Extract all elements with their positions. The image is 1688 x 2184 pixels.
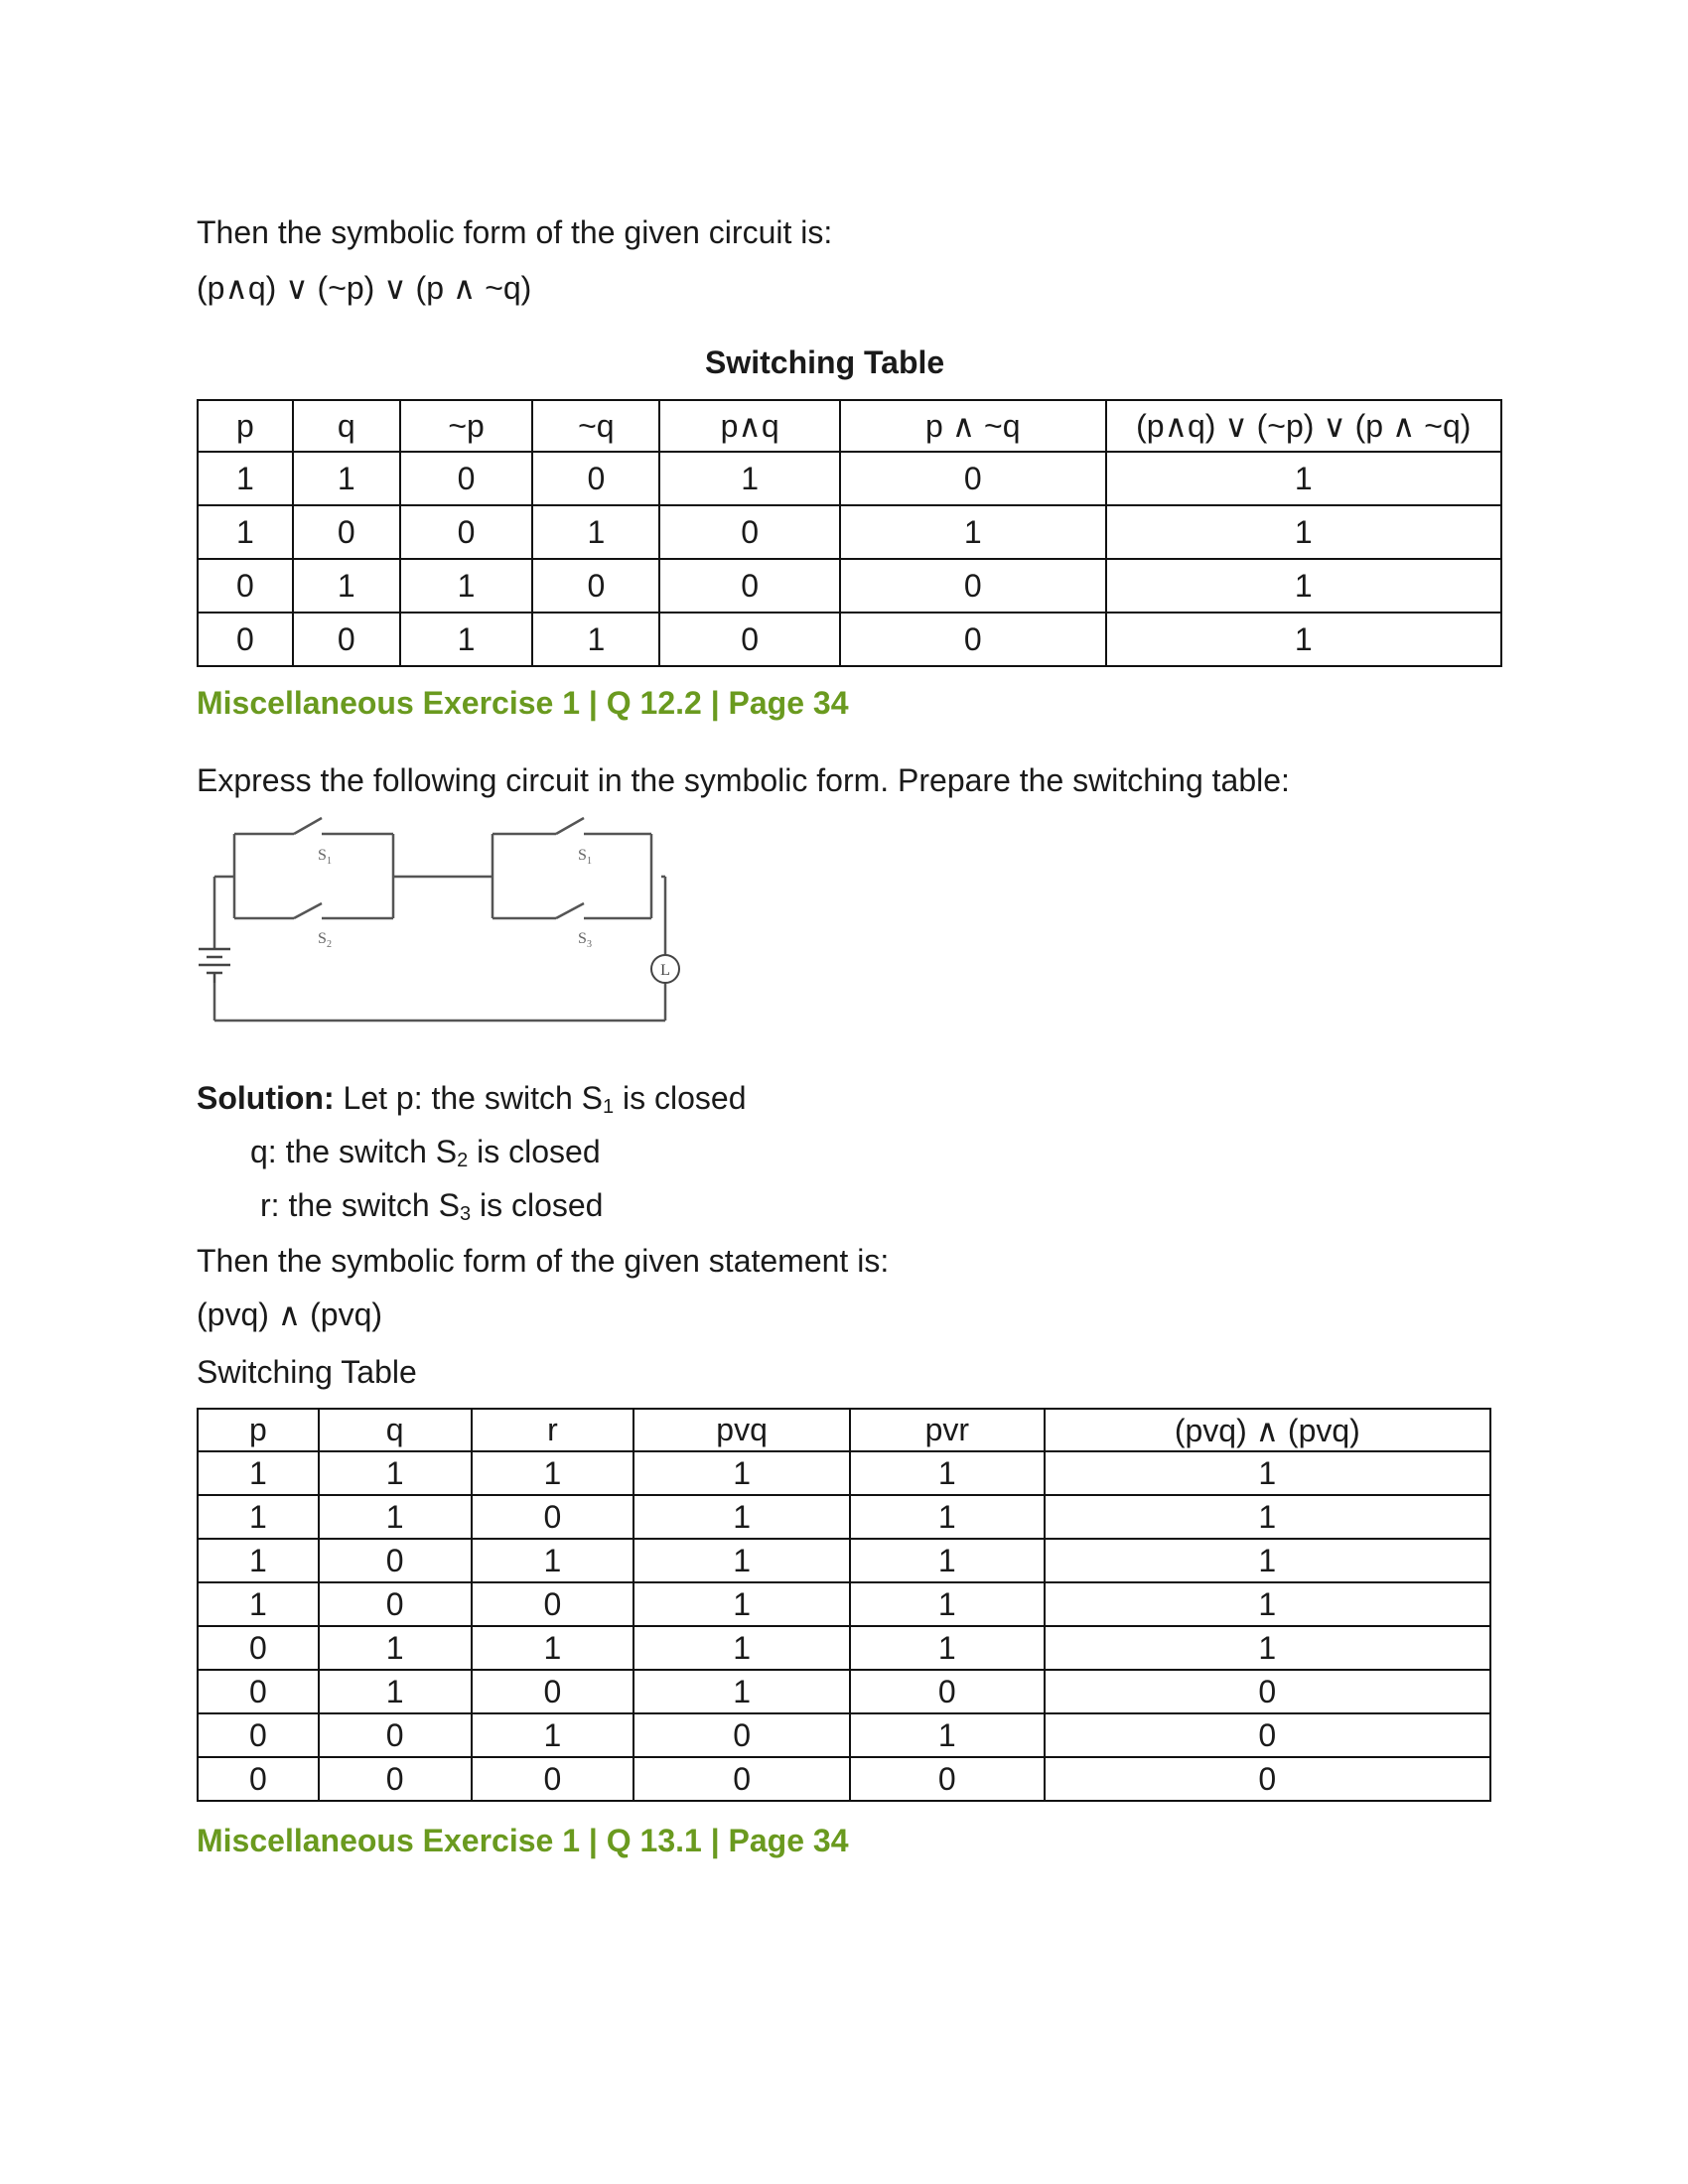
table-2-header-row xyxy=(198,1409,1490,1451)
table-cell: 0 xyxy=(850,1757,1045,1801)
circuit-diagram xyxy=(195,814,691,1032)
table-cell: 0 xyxy=(532,452,659,505)
table-cell: 1 xyxy=(319,1626,472,1670)
table-1-header: p ∧ ~q xyxy=(840,400,1106,452)
table-cell: 1 xyxy=(1106,559,1501,613)
table-cell: 1 xyxy=(633,1539,850,1582)
table-cell: 1 xyxy=(198,505,293,559)
table-cell: 1 xyxy=(633,1451,850,1495)
table-cell: 0 xyxy=(659,559,840,613)
table-cell: 1 xyxy=(850,1495,1045,1539)
table-row xyxy=(198,1539,1490,1582)
table-2-header: pvq xyxy=(633,1409,850,1451)
table-cell: 0 xyxy=(198,559,293,613)
switching-table-2 xyxy=(197,1408,1491,1802)
table-2-caption: Switching Table xyxy=(197,1354,417,1390)
symbolic-form-1: (p∧q) ∨ (~p) ∨ (p ∧ ~q) xyxy=(197,270,532,306)
table-cell: 0 xyxy=(1045,1713,1490,1757)
table-cell: 0 xyxy=(198,1626,319,1670)
table-cell: 0 xyxy=(840,559,1106,613)
solution-line-3: r: the switch $S_3$ is closed xyxy=(260,1187,604,1225)
table-1-header: (p∧q) ∨ (~p) ∨ (p ∧ ~q) xyxy=(1106,400,1501,452)
table-cell: 1 xyxy=(319,1451,472,1495)
table-cell: 1 xyxy=(850,1451,1045,1495)
table-row xyxy=(198,1495,1490,1539)
switching-table-1 xyxy=(197,399,1502,667)
switch-labels xyxy=(318,847,592,950)
switch-label-sub: 2 xyxy=(327,939,332,950)
intro-line-1: Then the symbolic form of the given circuit is: xyxy=(197,214,833,250)
table-1-header: p∧q xyxy=(659,400,840,452)
table-2-header: q xyxy=(319,1409,472,1451)
table-1-header-row xyxy=(198,400,1501,452)
table-cell: 1 xyxy=(198,1582,319,1626)
table-cell: 1 xyxy=(840,505,1106,559)
table-cell: 1 xyxy=(1045,1582,1490,1626)
table-cell: 1 xyxy=(198,1451,319,1495)
table-cell: 1 xyxy=(1045,1495,1490,1539)
switch-label: S xyxy=(318,930,327,947)
switch-label: S xyxy=(318,847,327,864)
table-cell: 1 xyxy=(850,1626,1045,1670)
table-cell: 0 xyxy=(633,1713,850,1757)
table-cell: 1 xyxy=(850,1539,1045,1582)
table-cell: 0 xyxy=(840,613,1106,666)
table-1-header: p xyxy=(198,400,293,452)
table-cell: 1 xyxy=(1045,1451,1490,1495)
table-row xyxy=(198,1451,1490,1495)
exercise-heading-2: Miscellaneous Exercise 1 | Q 13.1 | Page 34 xyxy=(197,1823,849,1858)
table-cell: 0 xyxy=(633,1757,850,1801)
table-cell: 1 xyxy=(532,613,659,666)
table-cell: 1 xyxy=(400,613,533,666)
table-cell: 1 xyxy=(293,559,400,613)
table-cell: 0 xyxy=(198,613,293,666)
table-cell: 0 xyxy=(198,1757,319,1801)
table-cell: 1 xyxy=(633,1495,850,1539)
table-cell: 1 xyxy=(198,1495,319,1539)
table-cell: 1 xyxy=(319,1495,472,1539)
table-cell: 0 xyxy=(319,1757,472,1801)
lamp-label: L xyxy=(660,962,670,979)
table-cell: 1 xyxy=(633,1582,850,1626)
switch-label-sub: 3 xyxy=(587,939,592,950)
table-cell: 0 xyxy=(1045,1670,1490,1713)
switch-label: S xyxy=(578,847,587,864)
table-cell: 1 xyxy=(293,452,400,505)
table-row xyxy=(198,1713,1490,1757)
table-row xyxy=(198,1582,1490,1626)
table-row xyxy=(198,1757,1490,1801)
table-cell: 1 xyxy=(1106,613,1501,666)
question-text: Express the following circuit in the symbolic form. Prepare the switching table: xyxy=(197,762,1290,798)
table-cell: 0 xyxy=(472,1670,634,1713)
table-cell: 1 xyxy=(850,1582,1045,1626)
table-cell: 0 xyxy=(840,452,1106,505)
table-cell: 0 xyxy=(659,613,840,666)
table-cell: 1 xyxy=(659,452,840,505)
table-1-header: ~p xyxy=(400,400,533,452)
table-cell: 1 xyxy=(472,1539,634,1582)
table-cell: 1 xyxy=(198,1539,319,1582)
table-row xyxy=(198,613,1501,666)
table-cell: 0 xyxy=(293,505,400,559)
table-row xyxy=(198,452,1501,505)
table-cell: 0 xyxy=(400,452,533,505)
table-cell: 1 xyxy=(1045,1626,1490,1670)
table-row xyxy=(198,1670,1490,1713)
table-cell: 1 xyxy=(319,1670,472,1713)
table-1-header: ~q xyxy=(532,400,659,452)
table-1-caption: Switching Table xyxy=(705,344,945,380)
battery-icon xyxy=(199,949,230,983)
table-cell: 1 xyxy=(472,1626,634,1670)
table-cell: 1 xyxy=(1106,505,1501,559)
table-cell: 0 xyxy=(850,1670,1045,1713)
table-cell: 0 xyxy=(319,1582,472,1626)
table-cell: 0 xyxy=(532,559,659,613)
table-cell: 1 xyxy=(633,1670,850,1713)
table-2-header: (pvq) ∧ (pvq) xyxy=(1045,1409,1490,1451)
solution-line-1: Solution: Let p: the switch $S_1$ is closed xyxy=(197,1080,747,1118)
table-cell: 1 xyxy=(850,1713,1045,1757)
table-cell: 0 xyxy=(472,1757,634,1801)
table-cell: 1 xyxy=(472,1451,634,1495)
table-cell: 1 xyxy=(1045,1539,1490,1582)
circuit-wires xyxy=(214,818,665,1021)
table-cell: 0 xyxy=(319,1713,472,1757)
table-cell: 1 xyxy=(198,452,293,505)
switch-label-sub: 1 xyxy=(587,856,592,867)
table-cell: 0 xyxy=(400,505,533,559)
table-cell: 1 xyxy=(532,505,659,559)
symbolic-form-2: (pvq) ∧ (pvq) xyxy=(197,1297,383,1332)
table-cell: 0 xyxy=(198,1670,319,1713)
table-cell: 1 xyxy=(633,1626,850,1670)
table-1-header: q xyxy=(293,400,400,452)
table-row xyxy=(198,505,1501,559)
lamp-icon xyxy=(651,955,679,983)
switch-label-sub: 1 xyxy=(327,856,332,867)
table-cell: 0 xyxy=(319,1539,472,1582)
table-2-header: p xyxy=(198,1409,319,1451)
table-cell: 1 xyxy=(1106,452,1501,505)
solution-line-2: q: the switch $S_2$ is closed xyxy=(250,1134,601,1171)
table-cell: 1 xyxy=(400,559,533,613)
table-2-header: pvr xyxy=(850,1409,1045,1451)
solution-line-4: Then the symbolic form of the given statement is: xyxy=(197,1243,890,1279)
table-cell: 0 xyxy=(1045,1757,1490,1801)
table-cell: 0 xyxy=(659,505,840,559)
exercise-heading-1: Miscellaneous Exercise 1 | Q 12.2 | Page 34 xyxy=(197,685,849,721)
table-cell: 1 xyxy=(472,1713,634,1757)
table-cell: 0 xyxy=(293,613,400,666)
table-2-header: r xyxy=(472,1409,634,1451)
table-cell: 0 xyxy=(472,1495,634,1539)
table-cell: 0 xyxy=(472,1582,634,1626)
table-row xyxy=(198,559,1501,613)
table-cell: 0 xyxy=(198,1713,319,1757)
table-row xyxy=(198,1626,1490,1670)
switch-label: S xyxy=(578,930,587,947)
solution-label: Solution: xyxy=(197,1080,335,1116)
